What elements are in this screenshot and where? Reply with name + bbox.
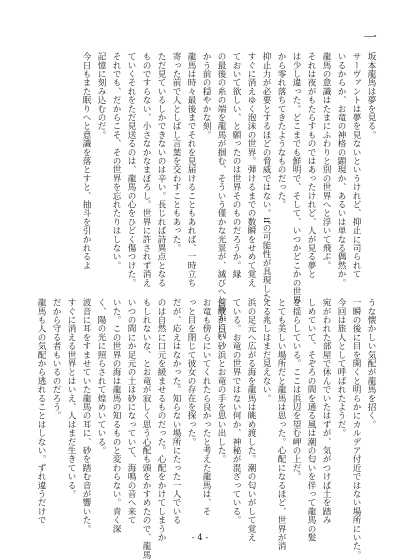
text-column: 記憶に刻み込むのだ。 [96, 52, 106, 139]
text-column: 浜の足元へ広がる海を龍馬は眺め渡した。潮の匂いがして覚え [246, 298, 256, 542]
text-column: 龍馬は時々最後までそれを見届けることもあれば、一時立ち [186, 52, 196, 287]
chapter-mark: 一 [361, 30, 377, 44]
text-column: いつの間にか足元の土は砂になっていて、海鳴の音へ来て [126, 298, 136, 525]
text-column: うな懐かしい気配が龍馬を招く。 [366, 298, 376, 429]
text-column: 一瞬の後に目を開くと明らかにカルデア付近ではない場所にいた。 [351, 298, 361, 559]
text-column: だから守る者もいるのだろう。 [51, 298, 61, 420]
page-number: - 4 - [191, 533, 209, 543]
text-column: お竜も傍らにいてくれたら良かったと考えた龍馬は、そ [201, 298, 211, 516]
text-column: いるからか、お竜の神格の顕現か、あるいは単なる偶然か。 [336, 52, 346, 287]
lower-text-block [36, 298, 378, 559]
text-column: とても美しい場所だと龍馬は思った。心配になるほど、世界が消 [276, 298, 286, 551]
text-column: を揺らしている。ここは浜辺を望む岬の上だ。 [291, 298, 301, 481]
text-column: それは夜がもたらすものではあったけれど、人が見る夢と [306, 52, 316, 279]
text-column: ものですらない、小さなかなまぼろし。世界に許されず消え [141, 52, 151, 287]
text-column: かう前の穏やかな刻。 [201, 52, 211, 139]
text-column: しめていて、そぞろの間を通る風は潮の匂いを伴って龍馬の髪 [306, 298, 316, 542]
text-column: く、陽の光に照らされて煌めいている。 [96, 298, 106, 455]
text-column: 龍馬も人の気配から逃れることはしない。ずれ違うだけで [36, 298, 46, 525]
text-column: は少し違った。どこまでも鮮明で、そして、いつかどこかの世界 [291, 52, 301, 305]
text-column: ただ見ているしかできないのは辛い。長じれば詩異点となる [156, 52, 166, 287]
text-column: える兆しはまだ見えない。 [261, 298, 271, 403]
text-column: いた。この世界の海は龍馬の知るものと変わらない。青く深 [111, 298, 121, 533]
text-column: 龍馬の意識はたまにふわりと別の世界へと浮いて飛ぶ。 [321, 52, 331, 270]
text-column: の最後の糸の端を龍馬が掴む、そういう僅かな光景が、滅びへと静かに向 [216, 52, 226, 340]
text-column: 寄った前で人としばし言葉を交わすこともあった。 [171, 52, 181, 253]
text-column: のは自然に口元を緩ませるものだった。心配をかけてしまうか [156, 298, 166, 542]
text-column: ている。お竜の世界ではない何か、神秘が混ざっている。 [231, 298, 241, 525]
text-column: サーヴァントは夢を見ないというけれど、抑止に司られて [351, 52, 361, 279]
text-column: もしれないな、とお竜が寂しく思う心配も頭をかすめたので、龍馬 [141, 298, 151, 559]
text-column: 宛がわれた部屋で休んでいたはずが、気がつけば土を踏み [321, 298, 331, 525]
text-column: ていくそれをただ見送るのは、龍馬の心をひどく傷つけた。 [126, 52, 136, 287]
text-column: 坂本龍馬は夢を見る。 [366, 52, 376, 139]
text-column: 今回は旅人として呼ばれたようだ。 [336, 298, 346, 438]
text-column: だが、応えはなかった。知らない場所にたった一人でいる [171, 298, 181, 525]
text-column: それでも、だからこそ、その世界を忘れたりはしない。 [111, 52, 121, 270]
text-column: 今日もまた眠りへと意識を落とすと、抽斗を引かれるよ [81, 52, 91, 270]
text-column: から零れ落ちてきたようなものだった。 [276, 52, 286, 209]
text-column: っと目を閉じて彼女の存在を探った。 [186, 298, 196, 446]
text-column: 抑止力が必要とするほどの脅威ではない。ifの可能性が具現した [261, 52, 271, 302]
text-column: すぐに消える世界とはいえ、人はまだ生きている。 [66, 298, 76, 499]
text-column: すぐに消えゆく泡沫の世界。弾けるまでの数瞬をせめて覚え [246, 52, 256, 287]
upper-text-block [38, 52, 378, 340]
text-column: 波音に耳をすませていた龍馬の耳に、砂を踏む音が響いた。 [81, 298, 91, 533]
text-column: 何故か白い砂浜とお竜の手を思い出した。 [216, 298, 226, 464]
text-column: ておいて欲しい、と願ったのは世界そのものだろうか。縁 [231, 52, 241, 279]
